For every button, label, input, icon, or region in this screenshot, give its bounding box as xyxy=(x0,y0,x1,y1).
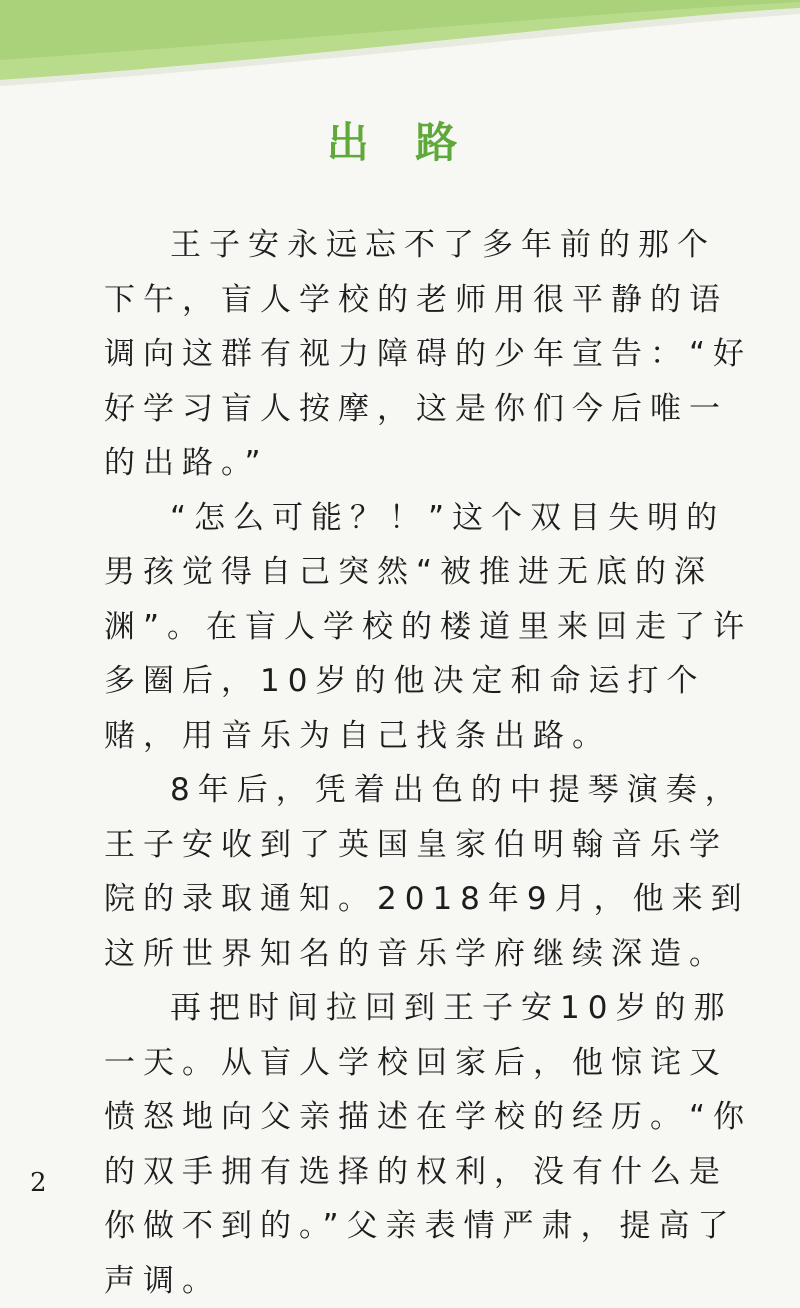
paragraph: 8年后，凭着出色的中提琴演奏，王子安收到了英国皇家伯明翰音乐学院的录取通知。2018年9月，他来到这所世界知名的音乐学府继续深造。 xyxy=(104,772,750,972)
page-title: 出 路 xyxy=(326,118,474,167)
paragraph: 再把时间拉回到王子安10岁的那一天。从盲人学校回家后，他惊诧又愤怒地向父亲描述在学校的经历。“你的双手拥有选择的权利，没有什么是你做不到的。”父亲表情严肃，提高了声调。 xyxy=(104,990,753,1299)
article-body xyxy=(104,218,754,1308)
paragraph: “怎么可能？！”这个双目失明的男孩觉得自己突然“被推进无底的深渊”。在盲人学校的楼道里来回走了许多圈后，10岁的他决定和命运打个赌，用音乐为自己找条出路。 xyxy=(104,499,753,754)
page-number: 2 xyxy=(30,1168,47,1198)
paragraph: 王子安永远忘不了多年前的那个下午，盲人学校的老师用很平静的语调向这群有视力障碍的少年宣告：“好好学习盲人按摩，这是你们今后唯一的出路。” xyxy=(104,227,753,481)
